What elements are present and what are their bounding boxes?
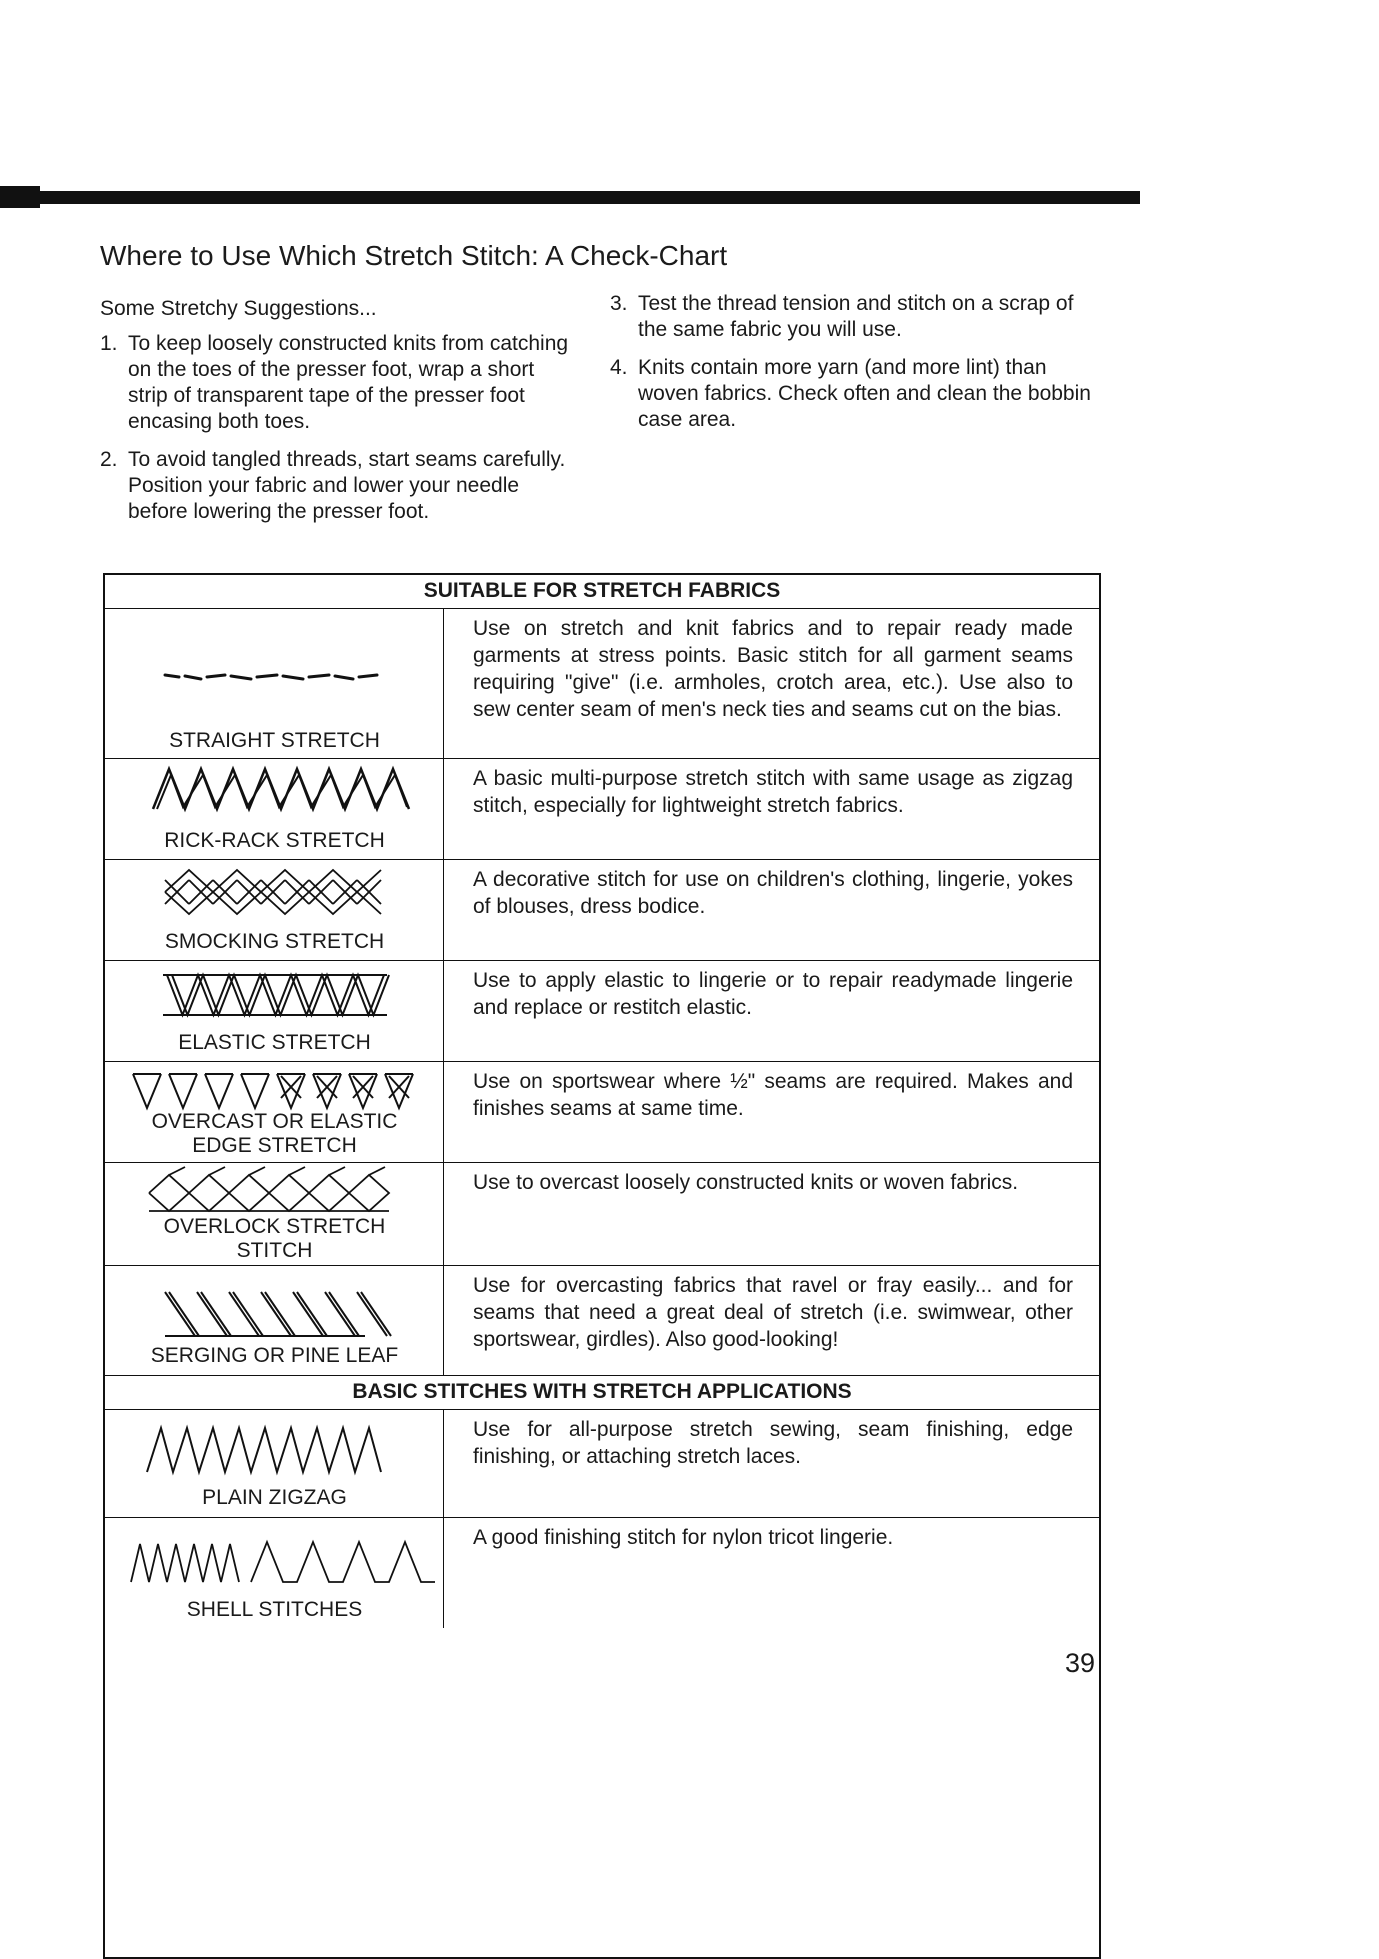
stitch-line	[309, 1175, 349, 1211]
suggestion-number: 3.	[610, 292, 628, 315]
chart-row	[105, 961, 1099, 1062]
suggestions-heading: Some Stretchy Suggestions...	[100, 297, 377, 320]
stitch-line	[357, 1292, 387, 1336]
stitch-line	[265, 1292, 295, 1336]
stitch-name: PLAIN ZIGZAG	[202, 1486, 347, 1509]
stitch-description: Use to apply elastic to lingerie or to repair readymade lingerie and replace or restitch elastic.	[473, 969, 1073, 1019]
stitch-description: Use to overcast loosely constructed knits or woven fabrics.	[473, 1171, 1019, 1194]
stitch-name: STRAIGHT STRETCH	[169, 729, 380, 752]
section-header: SUITABLE FOR STRETCH FABRICS	[105, 575, 1099, 609]
header-rule	[0, 191, 1140, 204]
stitch-line	[209, 1167, 225, 1175]
stitch-line	[297, 1292, 327, 1336]
stitch-line	[241, 1074, 269, 1108]
chart-row	[105, 1410, 1099, 1518]
stitch-cell	[105, 961, 444, 1061]
stitch-line	[269, 1175, 309, 1211]
stitch-line	[201, 1292, 231, 1336]
suggestion-number: 4.	[610, 356, 628, 379]
stitch-line	[205, 1074, 233, 1108]
stitch-name: RICK-RACK STRETCH	[164, 829, 385, 852]
suggestions-right-column	[610, 291, 1102, 445]
stitch-line	[197, 1292, 227, 1336]
stitch-cell	[105, 759, 444, 859]
stitch-cell	[105, 1518, 444, 1628]
stitch-check-chart	[103, 573, 1101, 1959]
stitch-cell	[105, 1062, 444, 1162]
page-title: Where to Use Which Stretch Stitch: A Check-Chart	[100, 240, 728, 271]
stitch-description: Use on sportswear where ½" seams are required. Makes and finishes seams at same time.	[473, 1070, 1073, 1120]
suggestion-text: To keep loosely constructed knits from catching on the toes of the presser foot, wrap a short strip of transparent tape of the presser foot encasing both toes.	[128, 332, 569, 433]
page-number: 39	[1065, 1648, 1096, 1678]
chart-row	[105, 1266, 1099, 1376]
stitch-line	[349, 1074, 377, 1108]
suggestion-text: To avoid tangled threads, start seams carefully. Position your fabric and lower your needle before lowering the presser foot.	[128, 448, 566, 523]
stitch-line	[277, 1074, 305, 1108]
stitch-description: A good finishing stitch for nylon tricot lingerie.	[473, 1526, 894, 1549]
section-header: BASIC STITCHES WITH STRETCH APPLICATIONS	[105, 1376, 1099, 1410]
chart-row	[105, 609, 1099, 759]
stitch-name: SMOCKING STRETCH	[164, 930, 385, 953]
stitch-cell	[105, 609, 444, 758]
stitch-line	[131, 1544, 239, 1582]
stitch-line	[369, 1167, 385, 1175]
stitch-line	[229, 1292, 259, 1336]
stitch-line	[169, 1292, 199, 1336]
chart-row	[105, 860, 1099, 961]
chart-row	[105, 1163, 1099, 1266]
stitch-name: ELASTIC STRETCH	[178, 1031, 371, 1054]
stitch-description: A decorative stitch for use on children's clothing, lingerie, yokes of blouses, dress bodice.	[473, 868, 1073, 918]
suggestion-item	[610, 291, 1102, 343]
stitch-name: OVERCAST OR ELASTIC EDGE STRETCH	[151, 1110, 398, 1157]
stitch-name: SERGING OR PINE LEAF	[150, 1344, 399, 1367]
stitch-description: A basic multi-purpose stretch stitch with same usage as zigzag stitch, especially for lightweight stretch fabrics.	[473, 767, 1073, 817]
stitch-cell	[105, 1163, 444, 1265]
stitch-line	[165, 1292, 195, 1336]
stitch-line	[172, 975, 389, 1015]
stitch-line	[329, 1292, 359, 1336]
suggestion-text: Test the thread tension and stitch on a scrap of the same fabric you will use.	[638, 292, 1074, 341]
stitch-name: SHELL STITCHES	[186, 1598, 363, 1621]
stitch-line	[169, 1074, 197, 1108]
stitch-line	[313, 1074, 341, 1108]
stitch-line	[361, 1292, 391, 1336]
stitch-line	[233, 1292, 263, 1336]
stitch-line	[169, 1167, 185, 1175]
stitch-line	[249, 1167, 265, 1175]
stitch-cell	[105, 1410, 444, 1517]
chart-row	[105, 759, 1099, 860]
stitch-line	[229, 1175, 269, 1211]
stitch-line	[149, 1175, 189, 1211]
stitch-line	[251, 1542, 435, 1582]
stitch-line	[189, 1175, 229, 1211]
stitch-description: Use for overcasting fabrics that ravel or fray easily... and for seams that need a great deal of stretch (i.e. swimwear, other sportswear, girdles). Also good-looking!	[473, 1274, 1073, 1351]
suggestion-number: 2.	[100, 448, 118, 471]
stitch-description: Use for all-purpose stretch sewing, seam finishing, edge finishing, or attaching stretch laces.	[473, 1418, 1073, 1468]
stitch-line	[329, 1167, 345, 1175]
suggestion-item	[100, 447, 578, 525]
stitch-name: OVERLOCK STRETCH STITCH	[163, 1215, 386, 1262]
suggestions-left-column	[100, 296, 578, 537]
stitch-line	[133, 1074, 161, 1108]
stitch-line	[261, 1292, 291, 1336]
suggestion-number: 1.	[100, 332, 118, 355]
stitch-line	[325, 1292, 355, 1336]
suggestion-text: Knits contain more yarn (and more lint) than woven fabrics. Check often and clean the bobbin case area.	[638, 356, 1091, 431]
stitch-description: Use on stretch and knit fabrics and to repair ready made garments at stress points. Basic stitch for all garment seams requiring "give" (i.e. armholes, crotch area, etc.). Use also to sew center seam of men's neck ties and seams cut on the bias.	[473, 617, 1073, 721]
stitch-line	[293, 1292, 323, 1336]
suggestion-item	[100, 331, 578, 435]
stitch-line	[167, 975, 384, 1015]
stitch-line	[289, 1167, 305, 1175]
stitch-line	[385, 1074, 413, 1108]
chart-row	[105, 1518, 1099, 1628]
stitch-cell	[105, 860, 444, 960]
stitch-cell	[105, 1266, 444, 1375]
stitch-line	[349, 1175, 389, 1211]
chart-row	[105, 1062, 1099, 1163]
suggestion-item	[610, 355, 1102, 433]
